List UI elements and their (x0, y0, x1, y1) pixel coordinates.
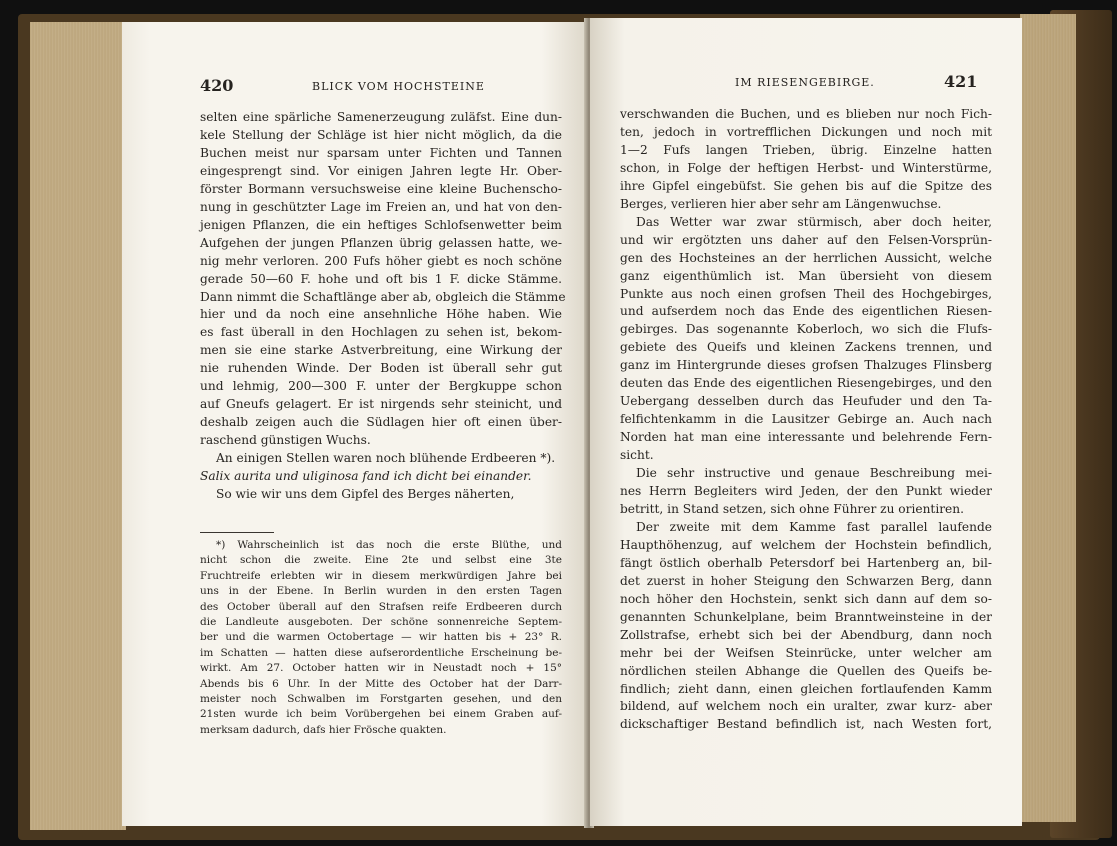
footnote-line: die Landleute ausgeboten. Der schöne sonnenreiche Septem- (200, 616, 562, 629)
right-page (590, 18, 1022, 826)
text-line: jenigen Pflanzen, die ein heftiges Schlofsenwetter beim (200, 217, 562, 232)
text-line: bildend, auf welchem noch ein uralter, zwar kurz- aber (620, 699, 992, 714)
text-line: An einigen Stellen waren noch blühende Erdbeeren *). (216, 451, 556, 466)
right-page-number: 421 (944, 72, 978, 91)
text-line: Berges, verlieren hier aber sehr am Längenwuchse. (620, 196, 942, 211)
footnote-line: merksam dadurch, dafs hier Frösche quakten. (200, 723, 447, 736)
text-line: raschend günstigen Wuchs. (200, 433, 371, 448)
text-line: betritt, in Stand setzen, sich ohne Führer zu orientiren. (620, 501, 964, 516)
text-line: det zuerst in hoher Steigung den Schwarzen Berg, dann (620, 573, 992, 588)
left-running-head: BLICK VOM HOCHSTEINE (312, 80, 485, 93)
left-page-stack (30, 22, 126, 830)
text-line: nördlichen steilen Abhange die Quellen des Queifs be- (620, 663, 992, 678)
text-line: findlich; zieht dann, einen gleichen fortlaufenden Kamm (620, 681, 992, 696)
footnote-line: meister noch Schwalben im Forstgarten gesehen, und den (200, 693, 562, 706)
text-line: verschwanden die Buchen, und es blieben nur noch Fich- (620, 107, 992, 121)
left-page (122, 22, 588, 826)
text-line: Dann nimmt die Schaftlänge aber ab, obgleich die Stämme (200, 289, 566, 304)
text-line: Punkte aus noch einen grofsen Theil des Hochgebirges, (620, 286, 992, 301)
text-line: sicht. (620, 448, 654, 463)
text-line: und wir ergötzten uns daher auf den Felsen-Vorsprün- (620, 232, 992, 247)
text-line: So wie wir uns dem Gipfel des Berges näherten, (216, 487, 515, 502)
text-line: Zollstrafse, erhebt sich bei der Abendburg, dann noch (620, 627, 992, 642)
text-line: men sie eine starke Astverbreitung, eine Wirkung der (200, 343, 562, 358)
right-running-head: IM RIESENGEBIRGE. (735, 76, 875, 89)
text-line: auf Gneufs gelagert. Er ist nirgends sehr steinicht, und (200, 397, 562, 412)
text-line: genannten Schunkelplane, beim Branntweinsteine in der (620, 609, 992, 624)
text-line: Das Wetter war zwar stürmisch, aber doch heiter, (636, 214, 992, 229)
text-line: noch höher den Hochstein, senkt sich dann auf dem so- (620, 591, 992, 606)
footnote-line: *) Wahrscheinlich ist das noch die erste Blüthe, und (216, 539, 562, 551)
footnote-line: uns in der Ebene. In Berlin wurden in den ersten Tagen (200, 585, 562, 598)
text-line: ganz eigenthümlich ist. Man übersieht von diesem (620, 268, 992, 283)
text-line: und aufserdem noch das Ende des eigentlichen Riesen- (620, 304, 992, 319)
right-page-stack (1020, 14, 1076, 822)
footnote-line: ber und die warmen Octobertage — wir hatten bis + 23° R. (200, 631, 562, 644)
text-line: nig mehr verloren. 200 Fufs höher giebt es noch schöne (200, 253, 562, 268)
text-line: nung in geschützter Lage im Freien an, und hat von den- (200, 199, 562, 214)
text-line: förster Bormann versuchsweise eine kleine Buchenscho- (200, 181, 562, 196)
text-line: Aufgehen der jungen Pflanzen übrig gelassen hatte, we- (200, 235, 562, 250)
text-line: es fast überall in den Hochlagen zu sehen ist, bekom- (200, 325, 562, 340)
text-line: Die sehr instructive und genaue Beschreibung mei- (636, 466, 992, 481)
text-line: nie ruhenden Winde. Der Boden ist überall sehr gut (200, 361, 562, 376)
text-line: 1—2 Fufs langen Trieben, übrig. Einzelne hatten (620, 142, 992, 157)
footnote (200, 538, 562, 738)
footnote-line: des October überall auf den Strafsen reife Erdbeeren durch (200, 600, 562, 613)
text-line: gerade 50—60 F. hohe und oft bis 1 F. dicke Stämme. (200, 271, 562, 286)
text-line: Uebergang desselben durch das Heufuder und den Ta- (620, 394, 992, 409)
footnote-line: Abends bis 6 Uhr. In der Mitte des October hat der Darr- (200, 677, 562, 690)
text-line: gebiete des Queifs und kleinen Zackens trennen, und (620, 340, 992, 355)
text-line: schon, in Folge der heftigen Herbst- und Winterstürme, (620, 160, 992, 175)
text-line: und lehmig, 200—300 F. unter der Bergkuppe schon (200, 379, 562, 394)
text-line: ten, jedoch in vortrefflichen Dickungen und noch mit (620, 124, 992, 139)
text-line: eingesprengt sind. Vor einigen Jahren legte Hr. Ober- (200, 163, 562, 178)
text-line: kele Stellung der Schläge ist hier nicht möglich, da die (200, 127, 562, 142)
footnote-line: Fruchtreife erlebten wir in diesem merkwürdigen Jahre bei (200, 569, 562, 582)
text-line: felfichtenkamm in die Lausitzer Gebirge an. Auch nach (620, 412, 992, 427)
text-line: gebirges. Das sogenannte Koberloch, wo sich die Flufs- (620, 322, 992, 337)
footnote-rule (200, 532, 274, 533)
text-line: Haupthöhenzug, auf welchem der Hochstein befindlich, (620, 537, 992, 552)
text-line: ihre Gipfel eingebüfst. Sie gehen bis auf die Spitze des (620, 178, 992, 193)
footnote-line: wirkt. Am 27. October hatten wir in Neustadt noch + 15° (200, 662, 562, 675)
text-line: selten eine spärliche Samenerzeugung zuläfst. Eine dun- (200, 110, 562, 124)
text-line: mehr bei der Weifsen Steinrücke, unter welcher am (620, 645, 992, 660)
text-line: Norden hat man eine interessante und belehrende Fern- (620, 430, 992, 445)
right-body-text (620, 106, 992, 734)
text-line: Der zweite mit dem Kamme fast parallel laufende (636, 519, 992, 534)
left-body-text (200, 109, 566, 504)
text-line: Buchen meist nur sparsam unter Fichten und Tannen (200, 145, 562, 160)
text-line: deshalb zeigen auch die Südlagen hier oft einen über- (200, 415, 562, 430)
footnote-line: nicht schon die zweite. Eine 2te und selbst eine 3te (200, 554, 562, 567)
text-line: ganz im Hintergrunde dieses grofsen Thalzuges Flinsberg (620, 358, 992, 373)
text-line: gen des Hochsteines an der herrlichen Aussicht, welche (620, 250, 992, 265)
text-line: hier und da noch eine ansehnliche Höhe haben. Wie (200, 307, 562, 322)
text-line: dickschaftiger Bestand befindlich ist, nach Westen fort, (620, 717, 992, 732)
text-line: fängt östlich oberhalb Petersdorf bei Hartenberg an, bil- (620, 555, 992, 570)
footnote-line: 21sten wurde ich beim Vorübergehen bei einem Graben auf- (200, 708, 562, 721)
left-page-number: 420 (200, 76, 234, 95)
text-line: deuten das Ende des eigentlichen Riesengebirges, und den (620, 376, 992, 391)
text-line: nes Herrn Begleiters wird Jeden, der den Punkt wieder (620, 484, 992, 499)
footnote-line: im Schatten — hatten diese aufserordentliche Erscheinung be- (200, 646, 562, 659)
text-line: Salix aurita und uliginosa fand ich dicht bei einander. (200, 469, 532, 484)
